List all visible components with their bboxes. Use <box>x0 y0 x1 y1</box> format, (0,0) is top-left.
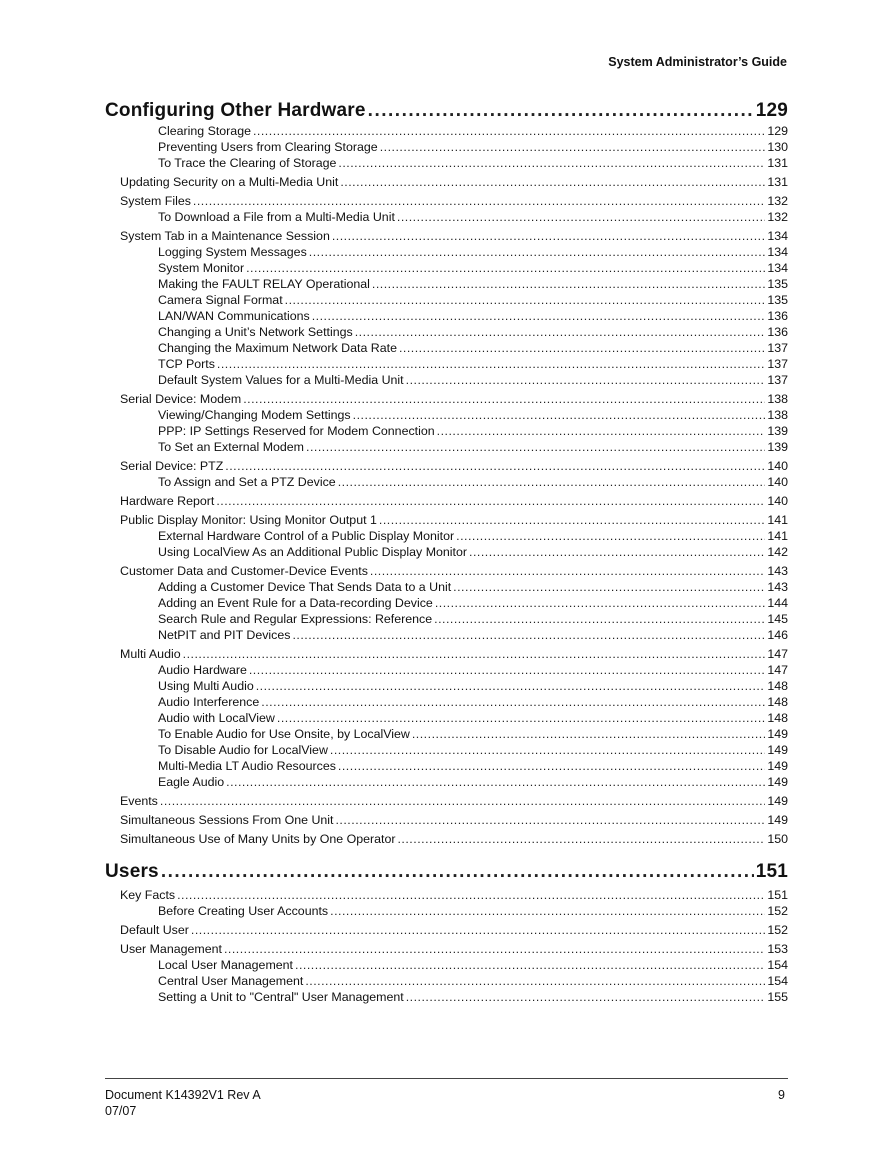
toc-entry-page-number: 155 <box>767 990 788 1004</box>
toc-entry[interactable] <box>105 340 788 356</box>
toc-entry[interactable] <box>105 903 788 919</box>
toc-entry-page-number: 150 <box>767 832 788 846</box>
toc-entry-page-number: 149 <box>767 727 788 741</box>
toc-entry[interactable] <box>105 174 788 190</box>
toc-entry-title: Hardware Report <box>120 494 215 508</box>
dot-leader <box>338 155 765 171</box>
toc-entry-title: Multi Audio <box>120 647 181 661</box>
toc-entry[interactable] <box>105 139 788 155</box>
toc-entry-page-number: 141 <box>767 513 788 527</box>
dot-leader <box>437 423 766 439</box>
toc-entry-title: To Trace the Clearing of Storage <box>158 156 337 170</box>
table-of-contents <box>105 99 788 1005</box>
toc-entry-page-number: 149 <box>767 813 788 827</box>
toc-entry-title: Adding a Customer Device That Sends Data to a Unit <box>158 580 452 594</box>
toc-entry-page-number: 134 <box>767 261 788 275</box>
dot-leader <box>277 710 765 726</box>
toc-entry-page-number: 139 <box>767 440 788 454</box>
toc-entry-page-number: 152 <box>767 923 788 937</box>
toc-entry-title: Viewing/Changing Modem Settings <box>158 408 351 422</box>
toc-entry-page-number: 149 <box>767 759 788 773</box>
toc-entry[interactable] <box>105 544 788 560</box>
toc-entry-page-number: 149 <box>767 743 788 757</box>
toc-entry-page-number: 134 <box>767 245 788 259</box>
toc-entry-title: Simultaneous Use of Many Units by One Operator <box>120 832 396 846</box>
dot-leader <box>292 627 765 643</box>
footer-document-id: Document K14392V1 Rev A <box>105 1088 261 1102</box>
toc-entry[interactable] <box>105 742 788 758</box>
toc-entry[interactable] <box>105 611 788 627</box>
dot-leader <box>412 726 765 742</box>
toc-entry-title: Using Multi Audio <box>158 679 254 693</box>
toc-entry-page-number: 132 <box>767 194 788 208</box>
toc-entry[interactable] <box>105 391 788 407</box>
dot-leader <box>161 860 754 884</box>
toc-entry-title: Changing the Maximum Network Data Rate <box>158 341 397 355</box>
toc-entry-page-number: 134 <box>767 229 788 243</box>
dot-leader <box>217 356 765 372</box>
toc-entry-title: Central User Management <box>158 974 304 988</box>
toc-entry-title: Audio Hardware <box>158 663 247 677</box>
toc-entry-page-number: 141 <box>767 529 788 543</box>
toc-entry-page-number: 147 <box>767 647 788 661</box>
toc-entry[interactable] <box>105 595 788 611</box>
toc-entry-title: Updating Security on a Multi-Media Unit <box>120 175 339 189</box>
toc-entry-title: Adding an Event Rule for a Data-recording Device <box>158 596 433 610</box>
dot-leader <box>193 193 765 209</box>
dot-leader <box>379 512 765 528</box>
toc-entry-page-number: 129 <box>767 124 788 138</box>
dot-leader <box>285 292 766 308</box>
toc-entry-page-number: 137 <box>767 373 788 387</box>
dot-leader <box>191 922 765 938</box>
toc-entry[interactable] <box>105 694 788 710</box>
toc-entry-title: Configuring Other Hardware <box>105 100 366 121</box>
toc-entry-page-number: 154 <box>767 958 788 972</box>
toc-entry-page-number: 149 <box>767 794 788 808</box>
dot-leader <box>306 439 765 455</box>
toc-entry-title: External Hardware Control of a Public Display Monitor <box>158 529 455 543</box>
dot-leader <box>243 391 765 407</box>
toc-entry-page-number: 148 <box>767 711 788 725</box>
dot-leader <box>249 662 765 678</box>
toc-entry[interactable] <box>105 774 788 790</box>
dot-leader <box>256 678 766 694</box>
toc-entry-page-number: 140 <box>767 475 788 489</box>
dot-leader <box>305 973 765 989</box>
toc-entry[interactable] <box>105 356 788 372</box>
toc-entry-page-number: 148 <box>767 679 788 693</box>
toc-entry[interactable] <box>105 973 788 989</box>
toc-entry-title: User Management <box>120 942 222 956</box>
toc-entry-page-number: 132 <box>767 210 788 224</box>
toc-entry[interactable] <box>105 474 788 490</box>
toc-entry-title: TCP Ports <box>158 357 215 371</box>
toc-entry-page-number: 148 <box>767 695 788 709</box>
toc-entry-page-number: 139 <box>767 424 788 438</box>
toc-entry-page-number: 137 <box>767 341 788 355</box>
toc-entry-page-number: 145 <box>767 612 788 626</box>
running-header: System Administrator’s Guide <box>608 55 787 69</box>
toc-entry[interactable] <box>105 678 788 694</box>
toc-entry-page-number: 129 <box>755 100 788 121</box>
dot-leader <box>335 812 765 828</box>
toc-entry[interactable] <box>105 989 788 1005</box>
toc-entry-title: Audio with LocalView <box>158 711 275 725</box>
toc-entry-page-number: 142 <box>767 545 788 559</box>
toc-entry-title: To Download a File from a Multi-Media Unit <box>158 210 395 224</box>
toc-entry-title: Making the FAULT RELAY Operational <box>158 277 370 291</box>
toc-entry[interactable] <box>105 292 788 308</box>
toc-entry-page-number: 135 <box>767 277 788 291</box>
toc-entry[interactable] <box>105 512 788 528</box>
toc-entry-title: Default System Values for a Multi-Media Unit <box>158 373 404 387</box>
toc-entry-title: Setting a Unit to "Central" User Management <box>158 990 404 1004</box>
toc-entry-page-number: 151 <box>767 888 788 902</box>
toc-entry-title: System Files <box>120 194 191 208</box>
footer-page-number: 9 <box>778 1088 785 1102</box>
dot-leader <box>312 308 766 324</box>
dot-leader <box>368 99 754 123</box>
toc-entry-page-number: 137 <box>767 357 788 371</box>
toc-entry[interactable] <box>105 957 788 973</box>
dot-leader <box>160 793 765 809</box>
toc-entry[interactable] <box>105 439 788 455</box>
toc-entry[interactable] <box>105 407 788 423</box>
toc-entry[interactable] <box>105 260 788 276</box>
dot-leader <box>380 139 766 155</box>
toc-chapter-entry[interactable] <box>105 860 788 884</box>
toc-entry-page-number: 140 <box>767 459 788 473</box>
toc-entry[interactable] <box>105 193 788 209</box>
toc-entry-title: Camera Signal Format <box>158 293 283 307</box>
toc-entry-title: Serial Device: Modem <box>120 392 242 406</box>
toc-entry-page-number: 151 <box>755 861 788 882</box>
toc-entry[interactable] <box>105 646 788 662</box>
toc-entry[interactable] <box>105 493 788 509</box>
toc-entry[interactable] <box>105 228 788 244</box>
toc-entry-page-number: 138 <box>767 392 788 406</box>
dot-leader <box>469 544 765 560</box>
toc-entry-title: To Enable Audio for Use Onsite, by LocalView <box>158 727 410 741</box>
toc-entry-title: System Monitor <box>158 261 245 275</box>
toc-entry-title: Simultaneous Sessions From One Unit <box>120 813 334 827</box>
footer-divider <box>105 1078 788 1079</box>
toc-entry[interactable] <box>105 244 788 260</box>
dot-leader <box>406 989 766 1005</box>
toc-entry[interactable] <box>105 423 788 439</box>
dot-leader <box>397 831 765 847</box>
toc-entry-title: Logging System Messages <box>158 245 307 259</box>
toc-entry-title: Public Display Monitor: Using Monitor Output 1 <box>120 513 377 527</box>
dot-leader <box>406 372 766 388</box>
toc-entry-page-number: 147 <box>767 663 788 677</box>
dot-leader <box>435 595 766 611</box>
dot-leader <box>340 174 765 190</box>
dot-leader <box>338 758 765 774</box>
toc-entry-page-number: 136 <box>767 325 788 339</box>
dot-leader <box>183 646 766 662</box>
toc-entry-page-number: 146 <box>767 628 788 642</box>
toc-entry[interactable] <box>105 710 788 726</box>
toc-entry-title: Default User <box>120 923 189 937</box>
toc-entry[interactable] <box>105 726 788 742</box>
toc-entry-page-number: 131 <box>767 175 788 189</box>
toc-entry-title: Local User Management <box>158 958 293 972</box>
toc-entry-page-number: 143 <box>767 580 788 594</box>
dot-leader <box>226 774 765 790</box>
dot-leader <box>309 244 766 260</box>
toc-entry[interactable] <box>105 324 788 340</box>
toc-entry[interactable] <box>105 831 788 847</box>
toc-entry-title: Events <box>120 794 158 808</box>
toc-entry-title: Preventing Users from Clearing Storage <box>158 140 378 154</box>
toc-entry[interactable] <box>105 627 788 643</box>
toc-entry-page-number: 143 <box>767 564 788 578</box>
dot-leader <box>224 941 765 957</box>
dot-leader <box>295 957 765 973</box>
toc-entry-page-number: 131 <box>767 156 788 170</box>
toc-entry[interactable] <box>105 922 788 938</box>
toc-entry-title: To Set an External Modem <box>158 440 305 454</box>
dot-leader <box>330 742 765 758</box>
toc-entry-page-number: 152 <box>767 904 788 918</box>
toc-entry[interactable] <box>105 308 788 324</box>
toc-entry-title: Before Creating User Accounts <box>158 904 329 918</box>
dot-leader <box>372 276 765 292</box>
toc-entry[interactable] <box>105 887 788 903</box>
toc-chapter-entry[interactable] <box>105 99 788 123</box>
dot-leader <box>353 407 766 423</box>
toc-entry[interactable] <box>105 372 788 388</box>
toc-entry-page-number: 149 <box>767 775 788 789</box>
dot-leader <box>397 209 765 225</box>
toc-entry-title: Audio Interference <box>158 695 260 709</box>
toc-entry[interactable] <box>105 155 788 171</box>
toc-entry-page-number: 140 <box>767 494 788 508</box>
toc-entry-title: Customer Data and Customer-Device Events <box>120 564 368 578</box>
dot-leader <box>253 123 765 139</box>
toc-entry-page-number: 130 <box>767 140 788 154</box>
dot-leader <box>332 228 765 244</box>
toc-entry-page-number: 138 <box>767 408 788 422</box>
toc-entry-title: Serial Device: PTZ <box>120 459 224 473</box>
toc-entry[interactable] <box>105 209 788 225</box>
toc-entry-page-number: 154 <box>767 974 788 988</box>
toc-entry-title: Clearing Storage <box>158 124 251 138</box>
toc-entry[interactable] <box>105 941 788 957</box>
dot-leader <box>370 563 765 579</box>
dot-leader <box>355 324 766 340</box>
toc-entry[interactable] <box>105 276 788 292</box>
toc-entry[interactable] <box>105 793 788 809</box>
dot-leader <box>330 903 765 919</box>
toc-entry-title: Eagle Audio <box>158 775 225 789</box>
toc-entry-title: Using LocalView As an Additional Public Display Monitor <box>158 545 468 559</box>
dot-leader <box>456 528 765 544</box>
dot-leader <box>177 887 765 903</box>
dot-leader <box>216 493 765 509</box>
toc-entry-title: Search Rule and Regular Expressions: Reference <box>158 612 433 626</box>
dot-leader <box>434 611 765 627</box>
toc-entry-title: PPP: IP Settings Reserved for Modem Connection <box>158 424 435 438</box>
toc-entry[interactable] <box>105 563 788 579</box>
toc-entry-page-number: 136 <box>767 309 788 323</box>
dot-leader <box>453 579 765 595</box>
toc-entry-title: Changing a Unit’s Network Settings <box>158 325 353 339</box>
toc-entry[interactable] <box>105 662 788 678</box>
dot-leader <box>338 474 766 490</box>
toc-entry-page-number: 144 <box>767 596 788 610</box>
toc-entry-page-number: 135 <box>767 293 788 307</box>
footer-document-info <box>105 1087 261 1119</box>
toc-entry[interactable] <box>105 528 788 544</box>
dot-leader <box>225 458 765 474</box>
toc-entry[interactable] <box>105 123 788 139</box>
toc-entry-title: To Assign and Set a PTZ Device <box>158 475 336 489</box>
toc-entry[interactable] <box>105 812 788 828</box>
toc-entry[interactable] <box>105 458 788 474</box>
toc-entry-title: Multi-Media LT Audio Resources <box>158 759 336 773</box>
toc-entry-title: Users <box>105 861 159 882</box>
footer-date: 07/07 <box>105 1104 137 1118</box>
dot-leader <box>399 340 765 356</box>
toc-entry-page-number: 153 <box>767 942 788 956</box>
dot-leader <box>261 694 765 710</box>
toc-entry-title: To Disable Audio for LocalView <box>158 743 328 757</box>
toc-entry-title: Key Facts <box>120 888 176 902</box>
toc-entry[interactable] <box>105 579 788 595</box>
dot-leader <box>246 260 765 276</box>
toc-entry-title: NetPIT and PIT Devices <box>158 628 291 642</box>
toc-entry-title: LAN/WAN Communications <box>158 309 310 323</box>
toc-entry[interactable] <box>105 758 788 774</box>
toc-entry-title: System Tab in a Maintenance Session <box>120 229 330 243</box>
